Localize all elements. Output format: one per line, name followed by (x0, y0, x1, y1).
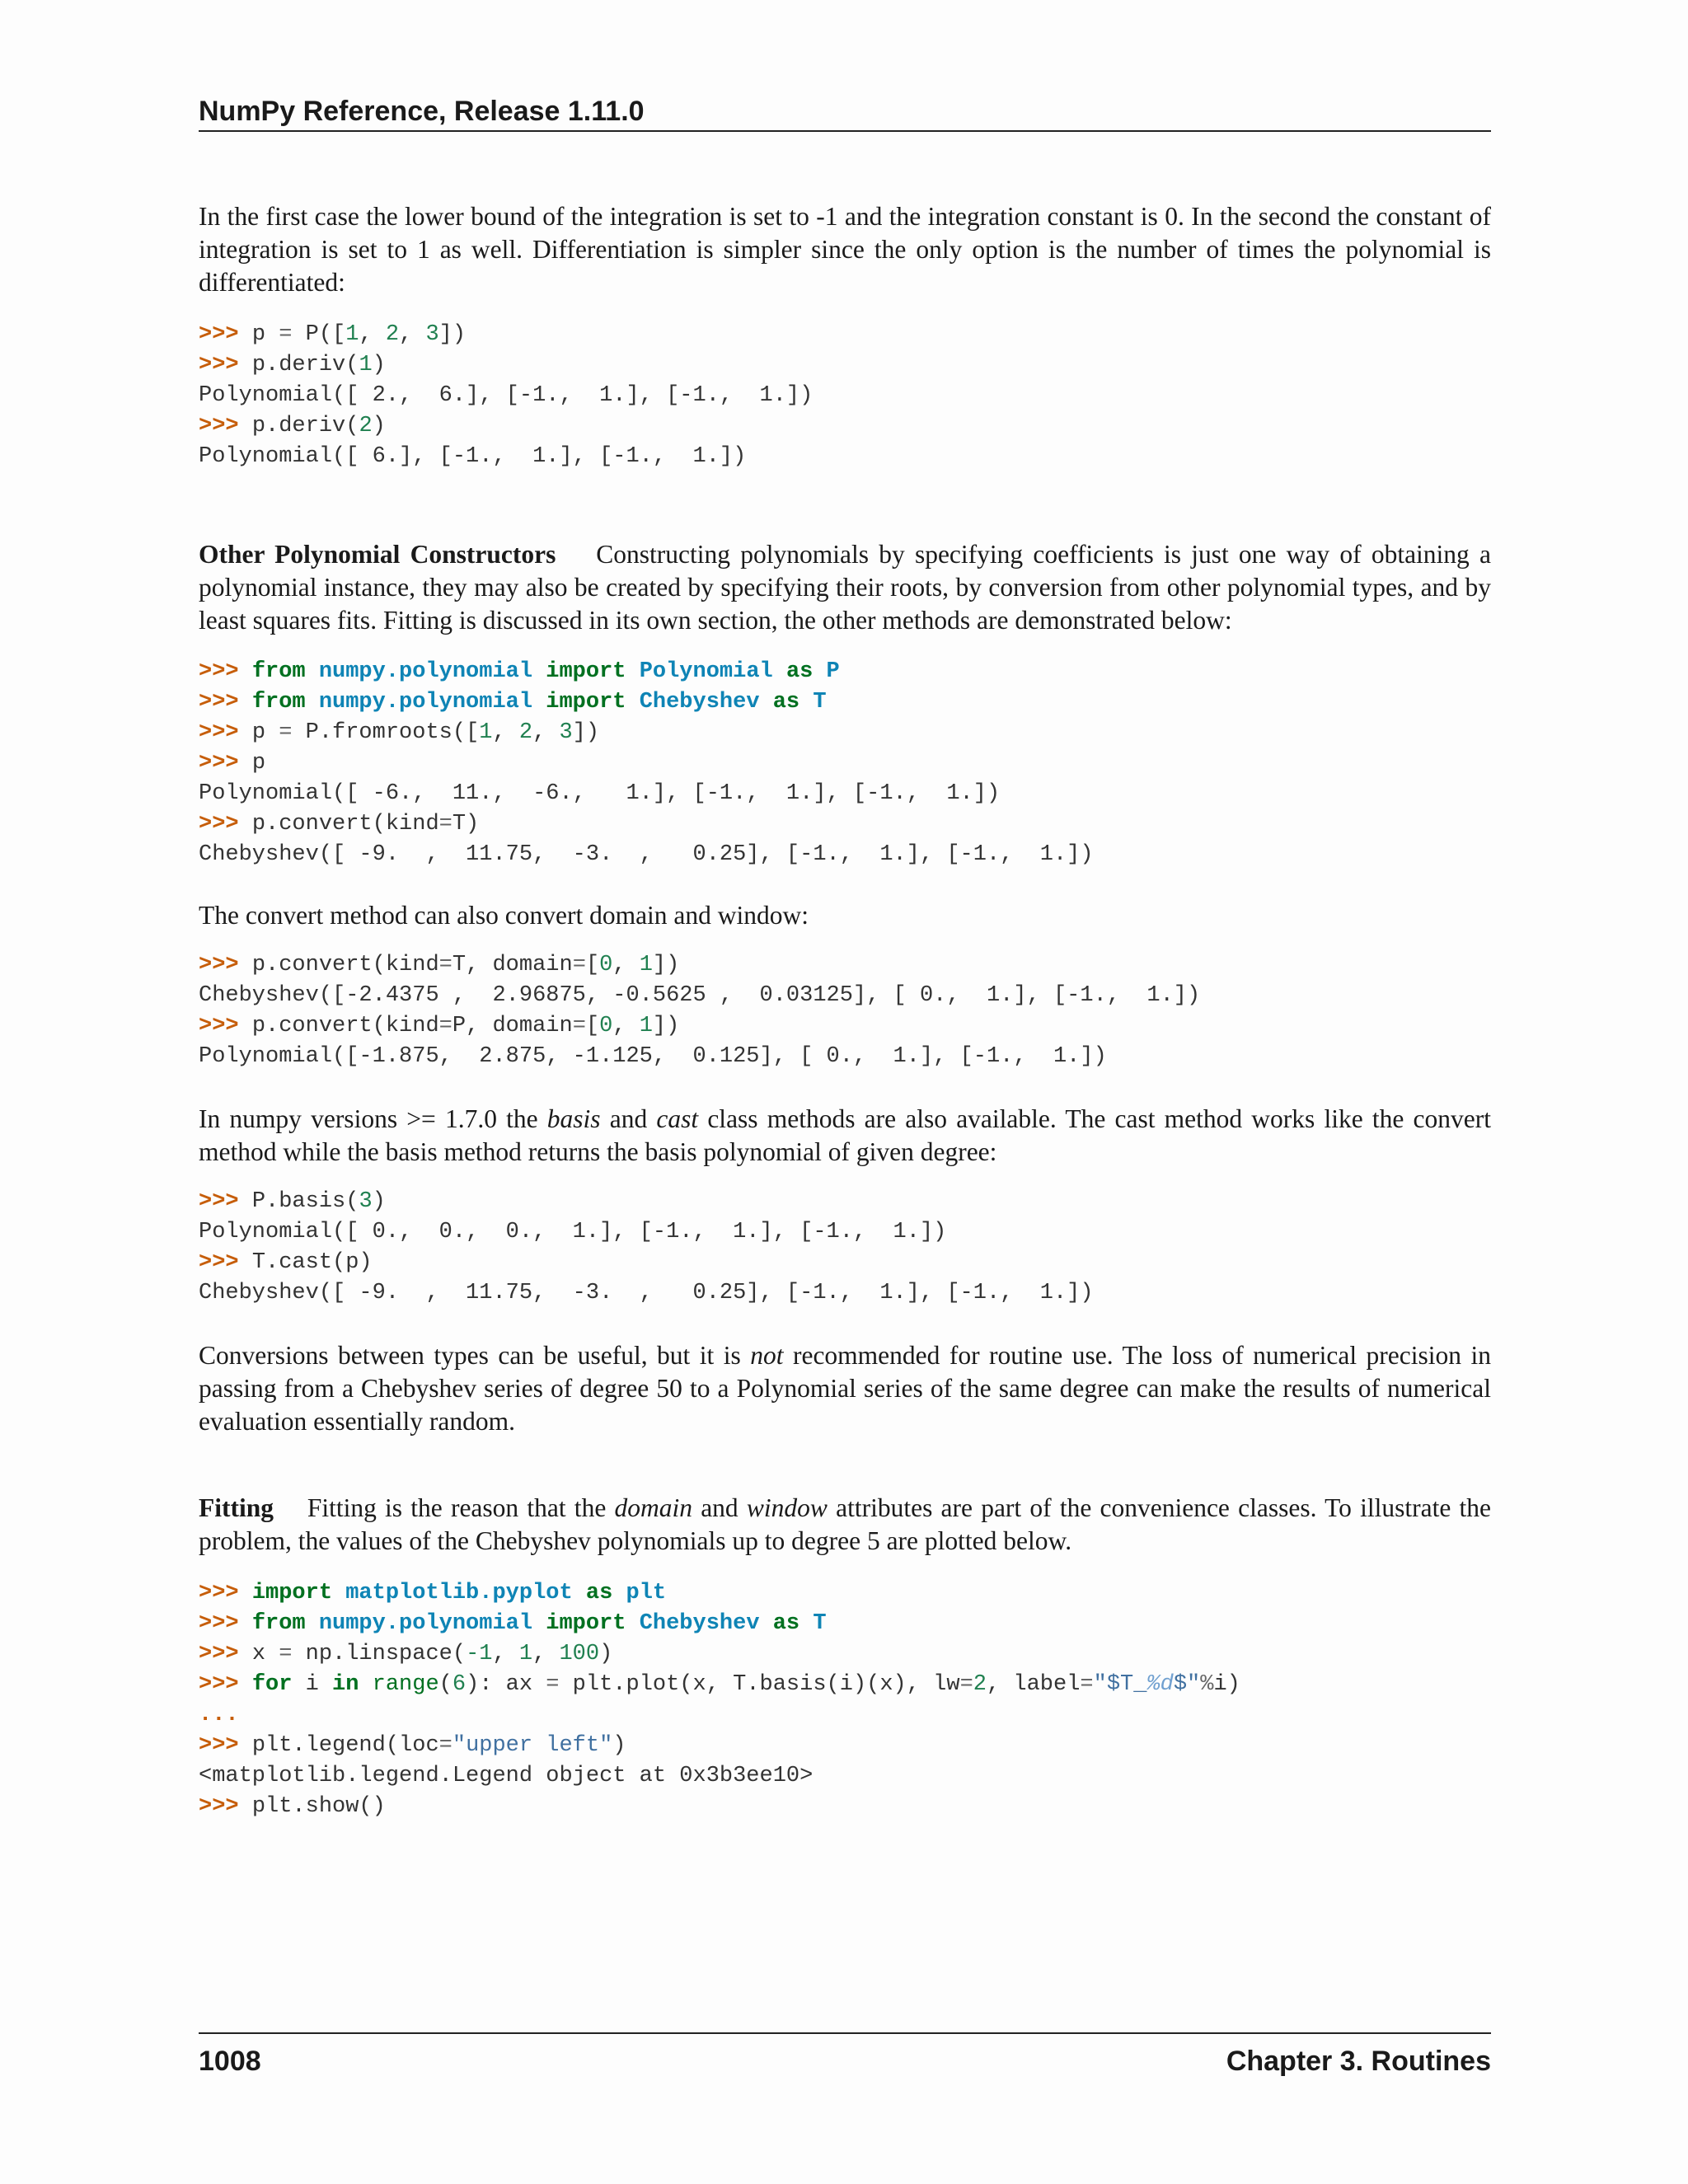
code-line: >>> for i in range(6): ax = plt.plot(x, T.basis(i)(x), lw=2, label="$T_%d$"%i) (199, 1672, 1240, 1697)
paragraph-constructors (199, 538, 1491, 637)
code-line: Polynomial([ 2., 6.], [-1., 1.], [-1., 1.]) (199, 383, 814, 408)
code-line: >>> P.basis(3) (199, 1189, 386, 1214)
code-line: >>> p.convert(kind=T) (199, 812, 480, 837)
header-title: NumPy Reference, Release 1.11.0 (199, 96, 645, 127)
paragraph-text: class methods are also available. The cast method works like the convert method while the basis method returns the basis polynomial of given degree: (199, 1104, 1491, 1166)
code-line: >>> p = P([1, 2, 3]) (199, 322, 467, 347)
code-line: >>> import matplotlib.pyplot as plt (199, 1581, 667, 1605)
code-line: >>> p.deriv(1) (199, 353, 386, 377)
paragraph-text: Conversions between types can be useful, but it is (199, 1341, 751, 1370)
code-block-fitting (199, 1578, 1491, 1822)
code-line: >>> T.cast(p) (199, 1250, 373, 1275)
chapter-label: Chapter 3. Routines (1226, 2046, 1491, 2077)
code-line: Polynomial([-1.875, 2.875, -1.125, 0.125], [ 0., 1.], [-1., 1.]) (199, 1044, 1107, 1069)
code-line: >>> from numpy.polynomial import Chebyshev as T (199, 690, 827, 715)
code-line: >>> from numpy.polynomial import Polynomial as P (199, 659, 840, 684)
code-line: >>> plt.show() (199, 1794, 386, 1819)
paragraph-lead: Fitting (199, 1493, 274, 1522)
paragraph-text: attributes are part of the convenience classes. To illustrate the problem, the values of the Chebyshev polynomials up to degree 5 are plotted below. (199, 1493, 1492, 1555)
code-block-convert (199, 950, 1491, 1072)
code-line: Chebyshev([ -9. , 11.75, -3. , 0.25], [-1., 1.], [-1., 1.]) (199, 842, 1094, 867)
paragraph-text: and (600, 1104, 657, 1133)
code-line: >>> p.convert(kind=P, domain=[0, 1]) (199, 1014, 680, 1038)
paragraph-text: In the first case the lower bound of the integration is set to -1 and the integration constant is 0. In the second the constant of integration is set to 1 as well. Differentiation is simpler since the only option is the number of times the polynomial is differentiated: (199, 202, 1491, 297)
code-line: Chebyshev([-2.4375 , 2.96875, -0.5625 , 0.03125], [ 0., 1.], [-1., 1.]) (199, 983, 1201, 1008)
code-line: >>> x = np.linspace(-1, 1, 100) (199, 1642, 613, 1666)
code-line: <matplotlib.legend.Legend object at 0x3b3ee10> (199, 1764, 814, 1788)
paragraph-text: In numpy versions >= 1.7.0 the (199, 1104, 547, 1133)
paragraph-text: recommended for routine use. The loss of numerical precision in passing from a Chebyshev series of degree 50 to a Polynomial series of the same degree can make the results of numerical evaluation essentially random. (199, 1341, 1491, 1436)
code-line: >>> plt.legend(loc="upper left") (199, 1733, 626, 1758)
emphasis-basis: basis (546, 1104, 601, 1133)
code-block-deriv (199, 320, 1491, 472)
page-number: 1008 (199, 2046, 261, 2077)
code-block-basis (199, 1187, 1491, 1309)
paragraph-text: Fitting is the reason that the (307, 1493, 615, 1522)
paragraph-convert (199, 899, 1491, 932)
emphasis-cast: cast (656, 1104, 699, 1133)
code-line: >>> p = P.fromroots([1, 2, 3]) (199, 720, 600, 745)
code-line: Chebyshev([ -9. , 11.75, -3. , 0.25], [-1., 1.], [-1., 1.]) (199, 1281, 1094, 1305)
code-line: >>> p.deriv(2) (199, 414, 386, 438)
paragraph-fitting (199, 1492, 1491, 1558)
code-line: ... (199, 1703, 239, 1727)
paragraph-text: The convert method can also convert domain and window: (199, 901, 809, 930)
code-line: >>> p.convert(kind=T, domain=[0, 1]) (199, 953, 680, 977)
paragraph-lead: Other Polynomial Constructors (199, 540, 556, 569)
page-header (199, 92, 1491, 132)
code-line: Polynomial([ 6.], [-1., 1.], [-1., 1.]) (199, 444, 747, 469)
emphasis-domain: domain (614, 1493, 692, 1522)
code-line: >>> p (199, 751, 266, 776)
code-line: Polynomial([ -6., 11., -6., 1.], [-1., 1.], [-1., 1.]) (199, 781, 1001, 806)
code-line: >>> from numpy.polynomial import Chebyshev as T (199, 1611, 827, 1636)
page-footer (199, 2032, 1491, 2080)
paragraph-text: Constructing polynomials by specifying coefficients is just one way of obtaining a polynomial instance, they may also be created by specifying their roots, by conversion from other polynomial types, and by least squares fits. Fitting is discussed in its own section, the other methods are demonstrated below: (199, 540, 1492, 635)
paragraph-conversions (199, 1339, 1491, 1438)
paragraph-basis-cast (199, 1103, 1491, 1169)
emphasis-not: not (750, 1341, 784, 1370)
paragraph-integration (199, 200, 1491, 299)
code-block-fromroots (199, 657, 1491, 870)
paragraph-text: and (692, 1493, 747, 1522)
code-line: Polynomial([ 0., 0., 0., 1.], [-1., 1.], [-1., 1.]) (199, 1220, 947, 1244)
emphasis-window: window (746, 1493, 828, 1522)
